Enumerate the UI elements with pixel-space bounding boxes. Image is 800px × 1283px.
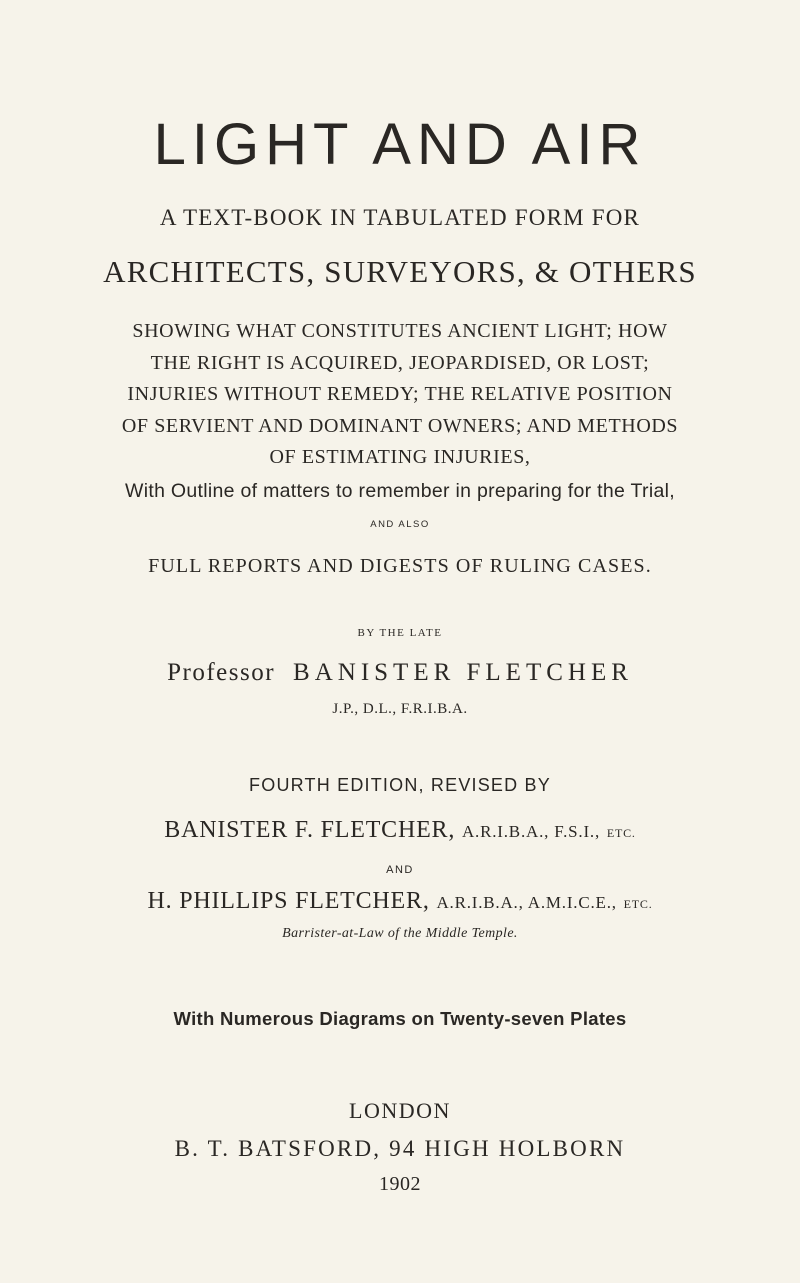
imprint-city: LONDON	[349, 1098, 451, 1123]
description-block	[40, 316, 760, 474]
and-label: AND	[386, 864, 414, 876]
author-credentials: J.P., D.L., F.R.I.B.A.	[332, 701, 468, 717]
description-line: THE RIGHT IS ACQUIRED, JEOPARDISED, OR LOST;	[150, 351, 650, 374]
description-line: SHOWING WHAT CONSTITUTES ANCIENT LIGHT; HOW	[132, 320, 668, 342]
reviser-1-name: BANISTER F. FLETCHER,	[164, 817, 456, 843]
subtitle-line-1: A TEXT-BOOK IN TABULATED FORM FOR	[159, 205, 641, 230]
reviser-2-line	[0, 889, 800, 913]
reviser-2-name: H. PHILLIPS FLETCHER,	[147, 888, 430, 914]
reviser-1-line	[0, 818, 800, 842]
author-prefix: Professor	[167, 659, 276, 686]
and-also-label: AND ALSO	[370, 519, 430, 530]
author-name: BANISTER FLETCHER	[293, 659, 633, 686]
by-the-late-label: BY THE LATE	[357, 627, 443, 639]
description-line: INJURIES WITHOUT REMEDY; THE RELATIVE POSITION	[127, 383, 673, 405]
outline-line: With Outline of matters to remember in preparing for the Trial,	[125, 480, 675, 502]
edition-line: FOURTH EDITION, REVISED BY	[249, 775, 551, 795]
reviser-1-etc: ETC.	[606, 826, 636, 840]
reviser-2-credentials: A.R.I.B.A., A.M.I.C.E.,	[436, 893, 617, 912]
reviser-2-etc: ETC.	[623, 897, 653, 911]
description-line: OF ESTIMATING INJURIES,	[269, 446, 531, 468]
diagrams-line: With Numerous Diagrams on Twenty-seven Plates	[173, 1008, 627, 1029]
full-reports-line: FULL REPORTS AND DIGESTS OF RULING CASES.	[148, 555, 652, 577]
book-title: LIGHT AND AIR	[153, 112, 647, 177]
barrister-line: Barrister-at-Law of the Middle Temple.	[282, 926, 518, 941]
imprint-publisher: B. T. BATSFORD, 94 HIGH HOLBORN	[174, 1136, 626, 1161]
imprint-year: 1902	[379, 1173, 421, 1195]
reviser-1-credentials: A.R.I.B.A., F.S.I.,	[461, 822, 601, 841]
author-line	[0, 660, 800, 685]
description-line: OF SERVIENT AND DOMINANT OWNERS; AND METHODS	[121, 414, 679, 437]
subtitle-line-2: ARCHITECTS, SURVEYORS, & OTHERS	[103, 254, 697, 289]
